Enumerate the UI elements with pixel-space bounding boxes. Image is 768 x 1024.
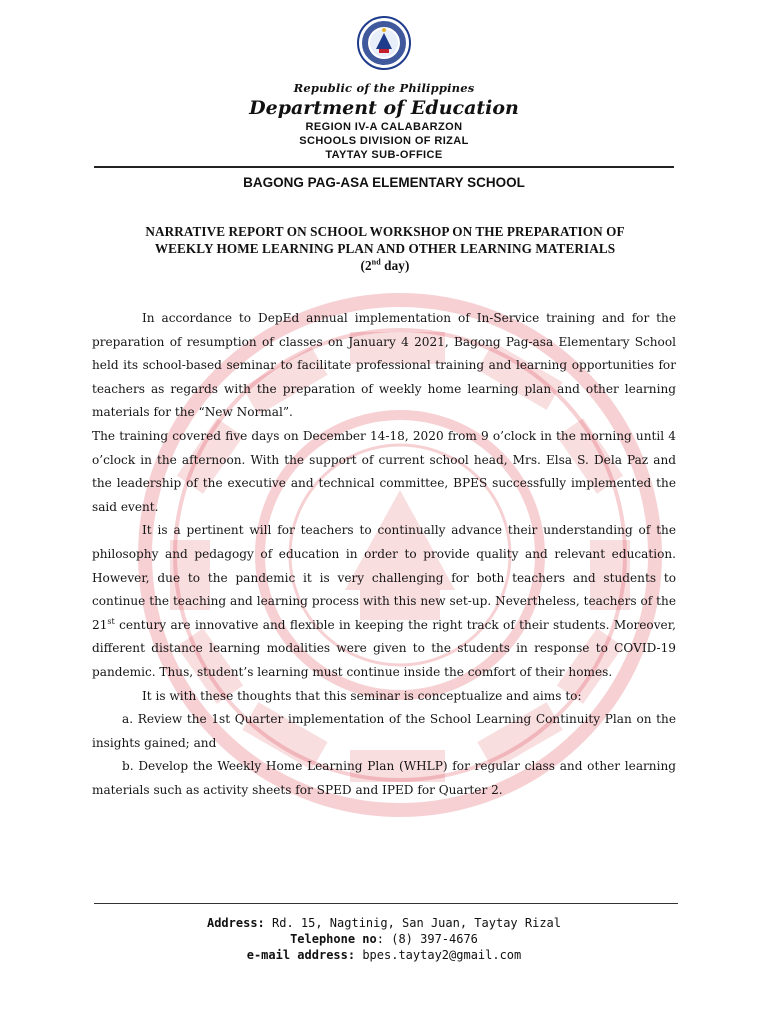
address-line — [0, 915, 768, 931]
paragraph-3-part-b: century are innovative and flexible in keeping the right track of their students. Moreover, different distance learning modalities were given to the students in response to COVID-19 pandemic. Thus, student’s learning must continue inside the comfort of their homes. — [92, 617, 676, 679]
email-value[interactable]: bpes.taytay2@gmail.com — [355, 948, 522, 962]
title-line-1: NARRATIVE REPORT ON SCHOOL WORKSHOP ON THE PREPARATION OF — [145, 224, 625, 239]
telephone-label: Telephone no — [290, 932, 377, 946]
telephone-value: : (8) 397-4676 — [376, 932, 478, 946]
school-name: BAGONG PAG-ASA ELEMENTARY SCHOOL — [243, 175, 525, 190]
paragraph-3 — [92, 519, 676, 684]
paragraph-4: It is with these thoughts that this seminar is conceptualize and aims to: — [142, 688, 582, 703]
title-day — [92, 257, 678, 274]
objective-b: b. Develop the Weekly Home Learning Plan (WHLP) for regular class and other learning materials such as activity sheets for SPED and IPED for Quarter 2. — [92, 759, 676, 797]
sub-office-line: TAYTAY SUB-OFFICE — [325, 149, 443, 161]
title-line-2: WEEKLY HOME LEARNING PLAN AND OTHER LEARNING MATERIALS — [154, 241, 616, 256]
objective-a: a. Review the 1st Quarter implementation of the School Learning Continuity Plan on the insights gained; and — [92, 712, 676, 750]
paragraph-2: The training covered five days on December 14-18, 2020 from 9 o’clock in the morning until 4 o’clock in the afternoon. With the support of current school head, Mrs. Elsa S. Dela Paz and the leadership of the executive and technical committee, BPES successfully implemented the said event. — [92, 428, 676, 514]
email-label: e-mail address: — [246, 948, 356, 962]
report-title — [92, 223, 678, 274]
address-label: Address: — [206, 916, 265, 930]
report-body — [92, 307, 676, 802]
letterhead — [0, 80, 768, 162]
email-line — [0, 947, 768, 963]
department-name: Department of Education — [249, 97, 519, 119]
deped-seal-icon — [357, 16, 411, 70]
republic-line: Republic of the Philippines — [293, 81, 475, 95]
paragraph-3-part-a: It is a pertinent will for teachers to continually advance their understanding of the philosophy and pedagogy of education in order to provide quality and relevant education. However, due to the pandemic it is very challenging for both teachers and students to continue the teaching and learning process with this new set-up. Nevertheless, teachers of the 21 — [92, 523, 676, 632]
region-line: REGION IV-A CALABARZON — [305, 121, 463, 133]
letterhead-divider — [94, 166, 674, 168]
footer-divider — [94, 903, 678, 904]
century-superscript: st — [107, 616, 115, 626]
division-line: SCHOOLS DIVISION OF RIZAL — [299, 135, 469, 147]
telephone-line — [0, 931, 768, 947]
day-close: day) — [380, 258, 410, 273]
day-open: (2 — [360, 258, 372, 273]
address-value: Rd. 15, Nagtinig, San Juan, Taytay Rizal — [264, 916, 561, 930]
day-superscript: nd — [371, 257, 381, 267]
paragraph-1: In accordance to DepEd annual implementation of In-Service training and for the preparation of resumption of classes on January 4 2021, Bagong Pag-asa Elementary School held its school-based seminar to facilitate professional training and learning opportunities for teachers as regards with the preparation of weekly home learning plan and other learning materials for the “New Normal”. — [92, 311, 676, 420]
footer — [0, 915, 768, 963]
